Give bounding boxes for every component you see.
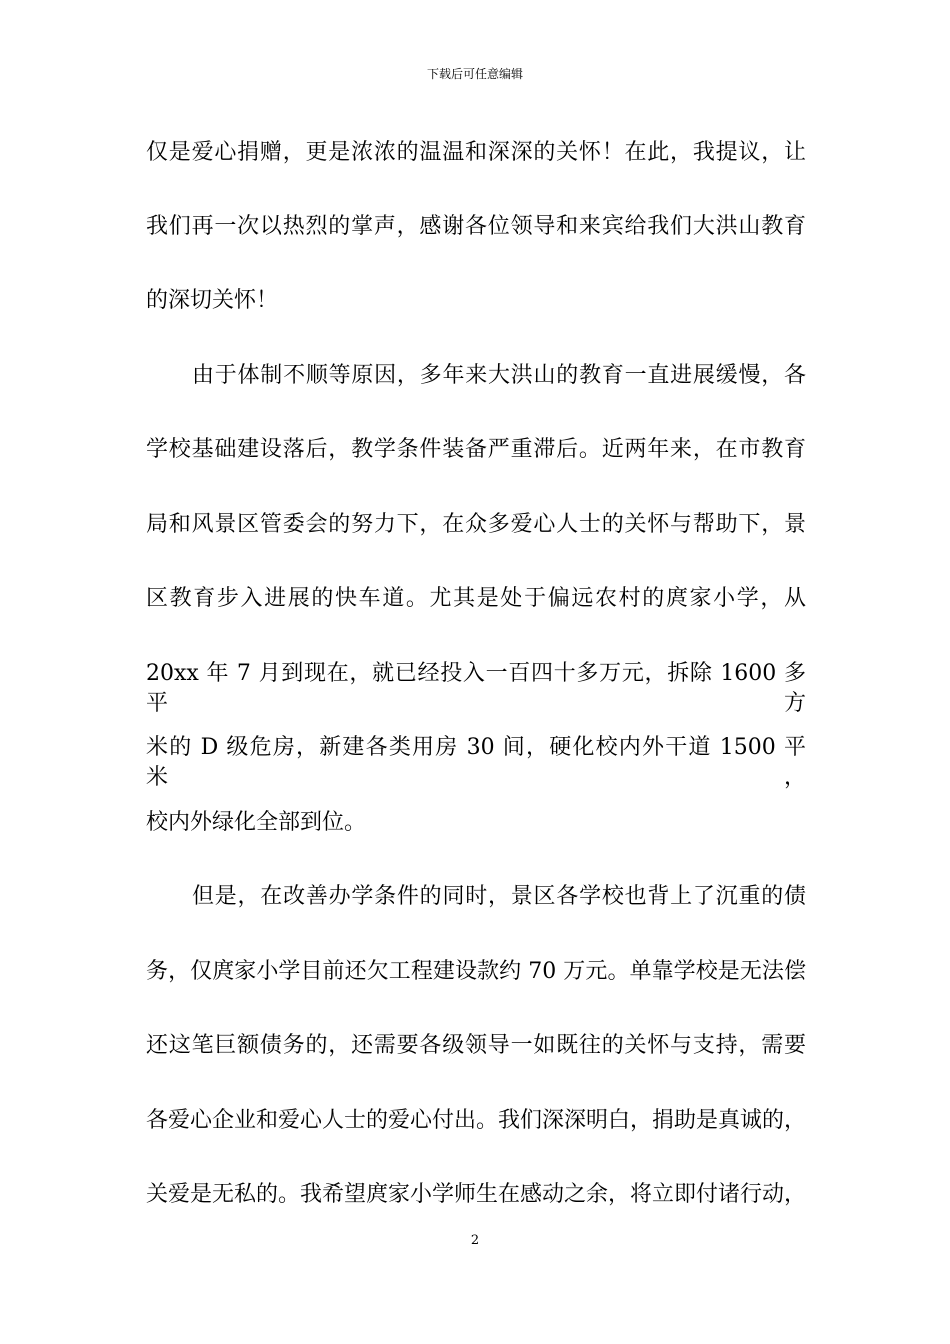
page-header: 下载后可任意编辑: [426, 67, 523, 81]
paragraph-line: 校内外绿化全部到位。: [146, 810, 367, 835]
paragraph-line: 由于体制不顺等原因，多年来大洪山的教育一直进展缓慢，各: [192, 363, 806, 388]
paragraph-line: 我们再一次以热烈的掌声，感谢各位领导和来宾给我们大洪山教育: [146, 214, 806, 239]
paragraph-line: 的深切关怀！: [146, 288, 279, 313]
paragraph-line: 仅是爱心捐赠，更是浓浓的温温和深深的关怀！在此，我提议，让: [146, 140, 806, 165]
paragraph-line: 米的 D 级危房，新建各类用房 30 间，硬化校内外干道 1500 平米，: [146, 735, 806, 790]
paragraph-line: 各爱心企业和爱心人士的爱心付出。我们深深明白，捐助是真诚的，: [146, 1108, 807, 1133]
paragraph-line: 还这笔巨额债务的，还需要各级领导一如既往的关怀与支持，需要: [146, 1033, 806, 1058]
page-number: 2: [470, 1233, 480, 1248]
paragraph-line: 局和风景区管委会的努力下，在众多爱心人士的关怀与帮助下，景: [146, 512, 806, 537]
paragraph-line: 务，仅庹家小学目前还欠工程建设款约 70 万元。单靠学校是无法偿: [146, 959, 806, 984]
paragraph-line: 区教育步入进展的快车道。尤其是处于偏远农村的庹家小学，从: [146, 586, 806, 611]
paragraph-line: 但是，在改善办学条件的同时，景区各学校也背上了沉重的债: [192, 884, 806, 909]
paragraph-line: 关爱是无私的。我希望庹家小学师生在感动之余，将立即付诸行动，: [146, 1182, 807, 1207]
paragraph-line: 20xx 年 7 月到现在，就已经投入一百四十多万元，拆除 1600 多平方: [146, 661, 806, 716]
paragraph-line: 学校基础建设落后，教学条件装备严重滞后。近两年来，在市教育: [146, 437, 806, 462]
